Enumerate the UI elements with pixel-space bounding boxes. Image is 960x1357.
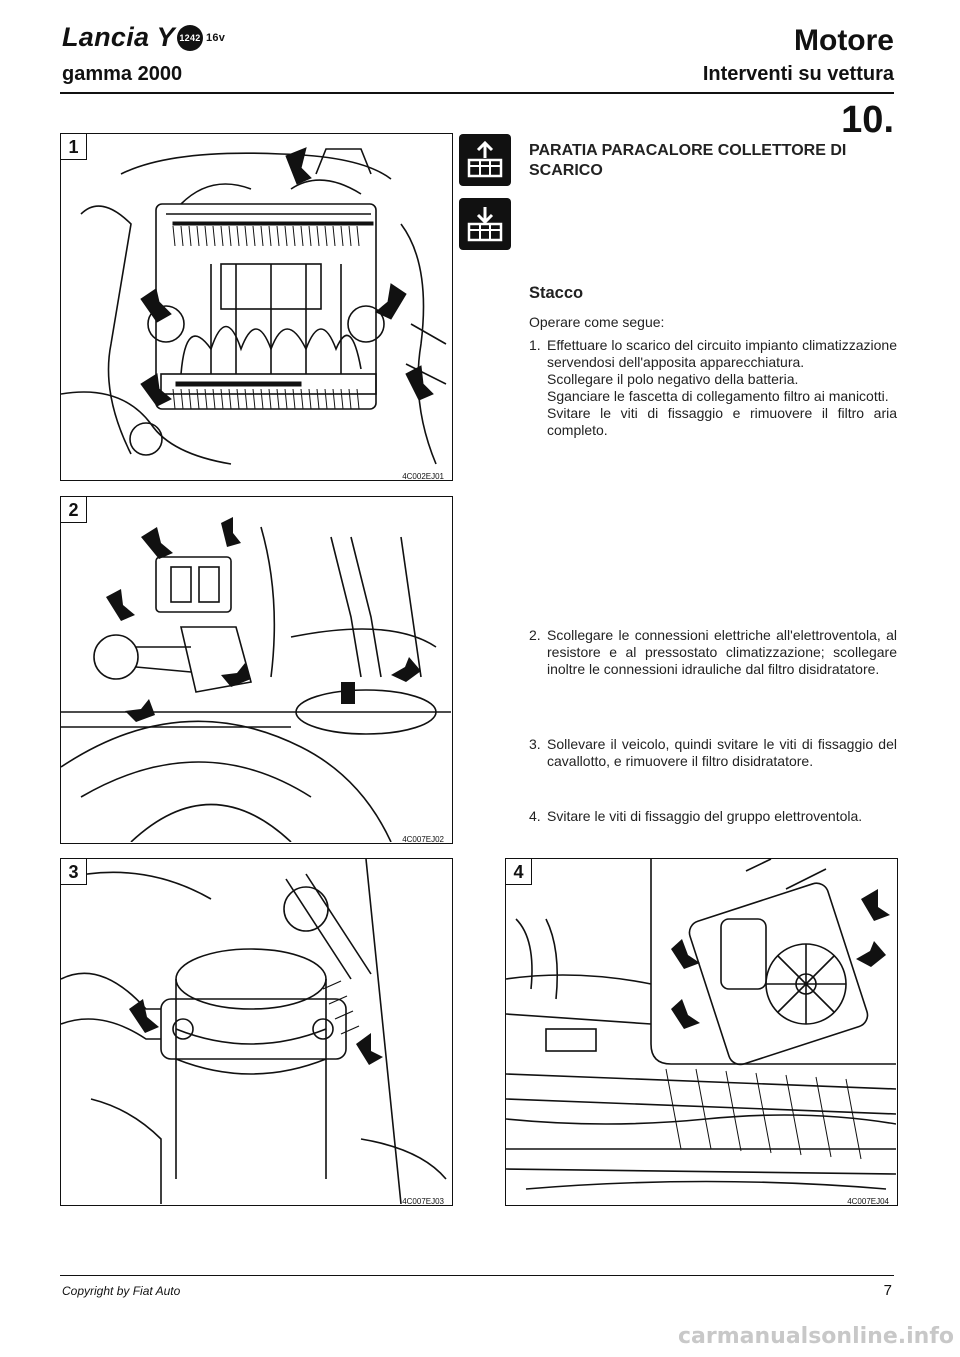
pointer-arrow (286, 148, 311, 184)
fan-illustration (506, 859, 896, 1204)
step-number: 1. (529, 337, 541, 353)
procedure-title: PARATIA PARACALORE COLLETTORE DI SCARICO (529, 142, 847, 179)
step-line: Svitare le viti di fissaggio del gruppo elettroventola. (547, 808, 863, 824)
engine-illustration (61, 134, 451, 479)
badge-subtitle: 16v (205, 31, 226, 44)
step-line: Sollevare il veicolo, quindi svitare le viti di fissaggio del cavallotto, e rimuovere il filtro disidratatore. (547, 736, 897, 769)
section-title: Motore (794, 24, 894, 57)
step-4 (529, 808, 897, 825)
remove-install-icon (459, 134, 511, 186)
step-number: 4. (529, 808, 541, 824)
step-line: Effettuare lo scarico del circuito impianto climatizzazione servendosi dell'apposita apparecchiatura. (547, 337, 897, 370)
step-line: Sganciare le fascetta di collegamento filtro ai manicotti. (547, 388, 889, 404)
footer-rule (60, 1275, 894, 1276)
brand-name: Lancia Y (62, 22, 175, 52)
figure-2 (60, 496, 453, 844)
filter-illustration (61, 859, 451, 1204)
model-range: gamma 2000 (62, 63, 183, 85)
lancia-badge-icon: 1242 (177, 25, 203, 51)
header-rule (60, 92, 894, 94)
figure-code: 4C002EJ01 (402, 472, 444, 481)
remove-install-icon (459, 198, 511, 250)
figure-4 (505, 858, 898, 1206)
step-line: Scollegare il polo negativo della batteria. (547, 371, 799, 387)
figure-number: 1 (61, 134, 87, 160)
figure-1 (60, 133, 453, 481)
connector-illustration (61, 497, 451, 842)
step-line: Scollegare le connessioni elettriche all'elettroventola, al resistore e al pressostato climatizzazione; scollegare inoltre le connessioni idrauliche dal filtro disidratatore. (547, 627, 897, 677)
figure-number: 4 (506, 859, 532, 885)
brand-title (62, 22, 225, 53)
figure-number: 2 (61, 497, 87, 523)
page-number: 7 (883, 1282, 892, 1299)
step-number: 2. (529, 627, 541, 643)
figure-code: 4C007EJ02 (402, 835, 444, 844)
intro-text: Operare come segue: (529, 314, 665, 330)
subsection-title: Interventi su vettura (702, 63, 894, 85)
step-line: Svitare le viti di fissaggio e rimuovere il filtro aria completo. (547, 405, 897, 438)
step-number: 3. (529, 736, 541, 752)
step-3 (529, 736, 897, 770)
copyright: Copyright by Fiat Auto (62, 1284, 181, 1298)
figure-number: 3 (61, 859, 87, 885)
figure-code: 4C007EJ04 (847, 1197, 889, 1206)
watermark[interactable]: carmanualsonline.info (678, 1324, 954, 1349)
subheading: Stacco (529, 284, 584, 302)
figure-3 (60, 858, 453, 1206)
procedure-number: 10. (841, 99, 894, 141)
step-2 (529, 627, 897, 678)
figure-code: 4C007EJ03 (402, 1197, 444, 1206)
step-1 (529, 337, 897, 439)
